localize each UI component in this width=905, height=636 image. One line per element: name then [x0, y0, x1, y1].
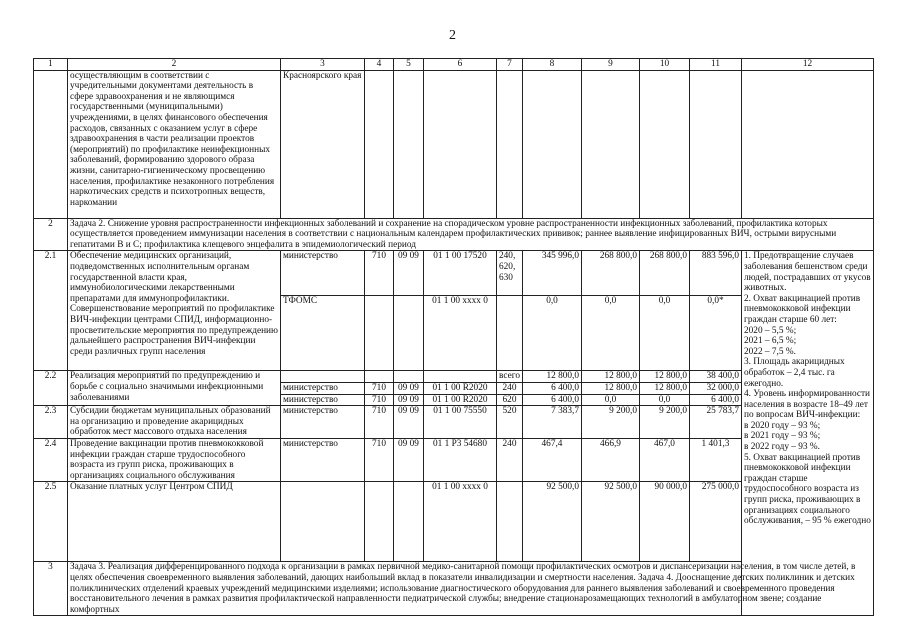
value-2020: 7 383,7	[523, 406, 582, 439]
header-cell: 10	[640, 59, 690, 71]
target-code: 01 1 Р3 54680	[424, 438, 497, 481]
value-2022: 0,0	[640, 394, 690, 406]
value-total: 32 000,0	[690, 382, 742, 394]
target-code: 01 1 00 17520	[424, 251, 497, 296]
section-code: 09 09	[394, 382, 424, 394]
item-name: осуществляющим в соответствии с учредительными документами деятельность в сфере здравоохранения и не являющимся государственными (муниципальными) учреждениями, в целях финансового обеспечения расходов, связанных с оказанием услуг в сфере здравоохранения в части реализации проектов (мероприятий) по профилактике неинфекционных заболеваний, формированию здорового образа жизни, санитарно-гигиеническому просвещению населения, профилактике незаконного потребления наркотических средств и психотропных веществ, наркомании	[68, 70, 281, 218]
item-number: 2.3	[34, 406, 68, 439]
table-row	[34, 251, 874, 296]
section-code: 09 09	[394, 394, 424, 406]
header-cell: 9	[582, 59, 640, 71]
task-row	[34, 562, 874, 616]
header-cell: 2	[68, 59, 281, 71]
item-name: Субсидии бюджетам муниципальных образований на организацию и проведение акарицидных обработок мест массового отдыха населения	[68, 406, 281, 439]
page-number: 2	[449, 28, 456, 43]
grbs-code: 710	[365, 251, 394, 296]
value-total: 883 596,0	[690, 251, 742, 296]
header-cell: 12	[742, 59, 874, 71]
section-code: 09 09	[394, 406, 424, 439]
budget-table	[33, 58, 874, 616]
value-2022: 90 000,0	[640, 482, 690, 562]
value-2020: 92 500,0	[523, 482, 582, 562]
executor: министерство	[281, 406, 365, 439]
value-2022: 268 800,0	[640, 251, 690, 296]
value-2021: 12 800,0	[582, 382, 640, 394]
executor: министерство	[281, 382, 365, 394]
value-2020: 467,4	[523, 438, 582, 481]
value-2022: 467,0	[640, 438, 690, 481]
value-2021: 0,0	[582, 296, 640, 371]
item-name: Реализация мероприятий по предупреждению и борьбе с социально значимыми инфекционными заболеваниями	[68, 371, 281, 406]
expense-type: 240, 620, 630	[497, 251, 523, 296]
expense-type: 240	[497, 438, 523, 481]
target-code: 01 1 00 xxxx 0	[424, 296, 497, 371]
value-total: 38 400,0	[690, 371, 742, 383]
header-cell: 5	[394, 59, 424, 71]
expected-results: 1. Предотвращение случаев заболевания бешенством среди людей, пострадавших от укусов животных. 2. Охват вакцинацией против пневмококковой инфекции граждан старше 60 лет: 2020 – 5,5 %; 2021 – 6,5 %; 2022 – 7,5 %. 3. Площадь акарицидных обработок – 2,4 тыс. га ежегодно. 4. Уровень информированности населения в возрасте 18–49 лет по вопросам ВИЧ-инфекции: в 2020 году – 93 %; в 2021 году – 93 %; в 2022 году – 93 %. 5. Охват вакцинацией против пневмококковой инфекции граждан старше трудоспособного возраста из групп риска, проживающих в организациях социального обслуживания, – 95 % ежегодно	[742, 251, 874, 616]
task-row	[34, 218, 874, 251]
header-cell: 7	[497, 59, 523, 71]
item-number: 2.4	[34, 438, 68, 481]
grbs-code: 710	[365, 406, 394, 439]
value-2021: 466,9	[582, 438, 640, 481]
expense-type: всего	[497, 371, 523, 383]
value-2022: 12 800,0	[640, 371, 690, 383]
task-number: 2	[34, 218, 68, 251]
item-number: 2.2	[34, 371, 68, 406]
value-total: 1 401,3	[690, 438, 742, 481]
value-2022: 12 800,0	[640, 382, 690, 394]
table-row	[34, 70, 874, 218]
expense-type: 240	[497, 382, 523, 394]
task-text: Задача 3. Реализация дифференцированного подхода к организации в рамках первичной медико-санитарной помощи профилактических осмотров и диспансеризации населения, в том числе детей, в целях обеспечения своевременного выявления заболеваний, дающих наибольший вклад в показатели инвалидизации и смертности населения. Задача 4. Дооснащение детских поликлиник и детских поликлинических отделений краевых учреждений медицинскими изделиями; использование диагностического оборудования для раннего выявления заболеваний и своевременного проведения восстановительного лечения в рамках развития профилактической направленности педиатрической службы; внедрение стационарозамещающих технологий в амбулаторном звене; создание комфортных	[68, 562, 874, 616]
header-cell: 1	[34, 59, 68, 71]
item-number: 2.5	[34, 482, 68, 562]
task-number: 3	[34, 562, 68, 616]
executor: министерство	[281, 251, 365, 296]
grbs-code: 710	[365, 382, 394, 394]
value-2021: 268 800,0	[582, 251, 640, 296]
target-code: 01 1 00 R2020	[424, 382, 497, 394]
header-cell: 6	[424, 59, 497, 71]
value-2020: 345 996,0	[523, 251, 582, 296]
value-2022: 9 200,0	[640, 406, 690, 439]
expense-type: 520	[497, 406, 523, 439]
value-total: 6 400,0	[690, 394, 742, 406]
value-2020: 0,0	[523, 296, 582, 371]
value-total: 25 783,7	[690, 406, 742, 439]
section-code: 09 09	[394, 251, 424, 296]
grbs-code: 710	[365, 438, 394, 481]
value-2021: 0,0	[582, 394, 640, 406]
task-text: Задача 2. Снижение уровня распространенности инфекционных заболеваний и сохранение на спорадическом уровне распространенности инфекционных заболеваний, профилактика которых осуществляется проведением иммунизации населения в соответствии с национальным календарем профилактических прививок; раннее выявление инфицированных ВИЧ, острыми вирусными гепатитами В и С; профилактика клещевого энцефалита в эпидемиологический период	[68, 218, 874, 251]
value-2020: 6 400,0	[523, 382, 582, 394]
target-code: 01 1 00 R2020	[424, 394, 497, 406]
grbs-code: 710	[365, 394, 394, 406]
value-2021: 92 500,0	[582, 482, 640, 562]
value-2021: 9 200,0	[582, 406, 640, 439]
header-cell: 8	[523, 59, 582, 71]
item-name: Проведение вакцинации против пневмококковой инфекции граждан старше трудоспособного возраста из групп риска, проживающих в организациях социального обслуживания	[68, 438, 281, 481]
executor: министерство	[281, 394, 365, 406]
value-2020: 12 800,0	[523, 371, 582, 383]
value-2020: 6 400,0	[523, 394, 582, 406]
value-2021: 12 800,0	[582, 371, 640, 383]
header-cell: 11	[690, 59, 742, 71]
section-code: 09 09	[394, 438, 424, 481]
header-row	[34, 59, 874, 71]
header-cell: 4	[365, 59, 394, 71]
item-name: Оказание платных услуг Центром СПИД	[68, 482, 281, 562]
executor: министерство	[281, 438, 365, 481]
value-2022: 0,0	[640, 296, 690, 371]
item-name: Обеспечение медицинских организаций, подведомственных исполнительным органам государственной власти края, иммунобиологическими лекарственными препаратами для иммунопрофилактики. Совершенствование мероприятий по профилактике ВИЧ-инфекции центрами СПИД, информационно-просветительские мероприятия по предупреждению дальнейшего распространения ВИЧ-инфекции среди различных групп населения	[68, 251, 281, 371]
value-total: 0,0*	[690, 296, 742, 371]
target-code: 01 1 00 xxxx 0	[424, 482, 497, 562]
item-number: 2.1	[34, 251, 68, 371]
header-cell: 3	[281, 59, 365, 71]
target-code: 01 1 00 75550	[424, 406, 497, 439]
value-total: 275 000,0	[690, 482, 742, 562]
executor: Красноярского края	[281, 70, 365, 218]
executor: ТФОМС	[281, 296, 365, 371]
expense-type: 620	[497, 394, 523, 406]
